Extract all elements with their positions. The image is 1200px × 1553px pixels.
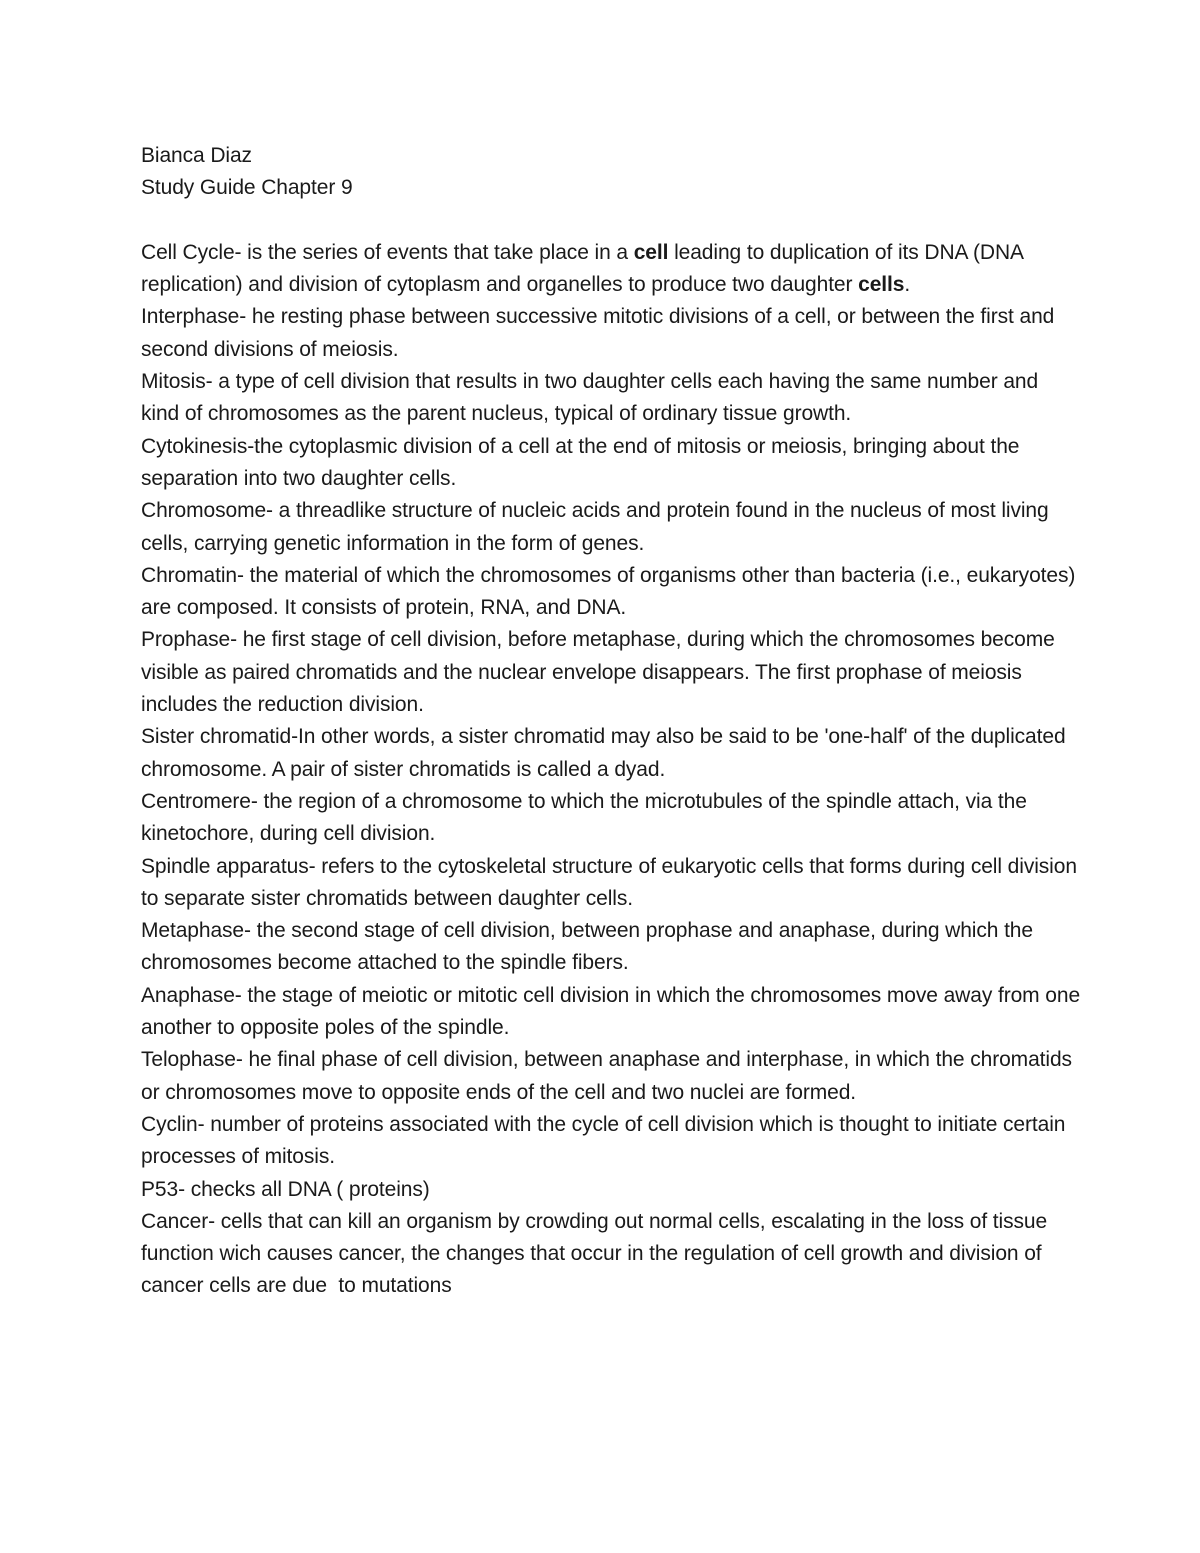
cell-cycle-text-1: Cell Cycle- is the series of events that take place in a (141, 240, 634, 264)
cell-cycle-text-2: leading to duplication of its DNA (DNA replication) and division of cytoplasm and organelles to produce two daughter (141, 240, 1023, 297)
author-name: Bianca Diaz (141, 144, 252, 167)
cell-cycle-bold-cell: cell (633, 240, 669, 264)
document-title: Study Guide Chapter 9 (141, 176, 353, 200)
definition-cell-cycle (141, 237, 1081, 302)
definition-telophase: Telophase- he final phase of cell division, between anaphase and interphase, in which the chromatids or chromosomes move to opposite ends of the cell and two nuclei are formed. (141, 1048, 1072, 1104)
definition-p53: P53- checks all DNA ( proteins) (141, 1177, 430, 1201)
definition-interphase: Interphase- he resting phase between successive mitotic divisions of a cell, or between the first and second divisions of meiosis. (141, 305, 1055, 361)
definition-anaphase: Anaphase- the stage of meiotic or mitotic cell division in which the chromosomes move away from one another to opposite poles of the spindle. (141, 983, 1081, 1040)
definition-prophase: Prophase- he first stage of cell division, before metaphase, during which the chromosomes become visible as paired chromatids and the nuclear envelope disappears. The first prophase of meiosis includes the reduction division. (141, 628, 1055, 717)
definition-chromatin: Chromatin- the material of which the chromosomes of organisms other than bacteria (i.e., eukaryotes) are composed. It consists of protein, RNA, and DNA. (141, 563, 1076, 620)
definition-centromere: Centromere- the region of a chromosome to which the microtubules of the spindle attach, via the kinetochore, during cell division. (141, 789, 1027, 846)
definition-metaphase: Metaphase- the second stage of cell division, between prophase and anaphase, during which the chromosomes become attached to the spindle fibers. (141, 919, 1033, 975)
definition-mitosis: Mitosis- a type of cell division that results in two daughter cells each having the same number and kind of chromosomes as the parent nucleus, typical of ordinary tissue growth. (141, 370, 1039, 426)
definition-sister-chromatid: Sister chromatid-In other words, a sister chromatid may also be said to be 'one-half' of the duplicated chromosome. A pair of sister chromatids is called a dyad. (141, 725, 1066, 781)
definition-cancer: Cancer- cells that can kill an organism by crowding out normal cells, escalating in the loss of tissue function wich causes cancer, the changes that occur in the regulation of cell growth and division of cancer cells are due to mutations (141, 1209, 1053, 1298)
definition-chromosome: Chromosome- a threadlike structure of nucleic acids and protein found in the nucleus of most living cells, carrying genetic information in the form of genes. (141, 499, 1049, 555)
document-page (141, 140, 1081, 1303)
cell-cycle-text-3: . (904, 273, 911, 297)
definition-cytokinesis: Cytokinesis-the cytoplasmic division of a cell at the end of mitosis or meiosis, bringing about the separation into two daughter cells. (141, 434, 1020, 490)
cell-cycle-bold-cells: cells (858, 273, 905, 297)
definition-cyclin: Cyclin- number of proteins associated with the cycle of cell division which is thought to initiate certain processes of mitosis. (141, 1112, 1066, 1169)
blank-line (141, 205, 1081, 237)
definition-spindle-apparatus: Spindle apparatus- refers to the cytoskeletal structure of eukaryotic cells that forms during cell division to separate sister chromatids between daughter cells. (141, 854, 1077, 910)
